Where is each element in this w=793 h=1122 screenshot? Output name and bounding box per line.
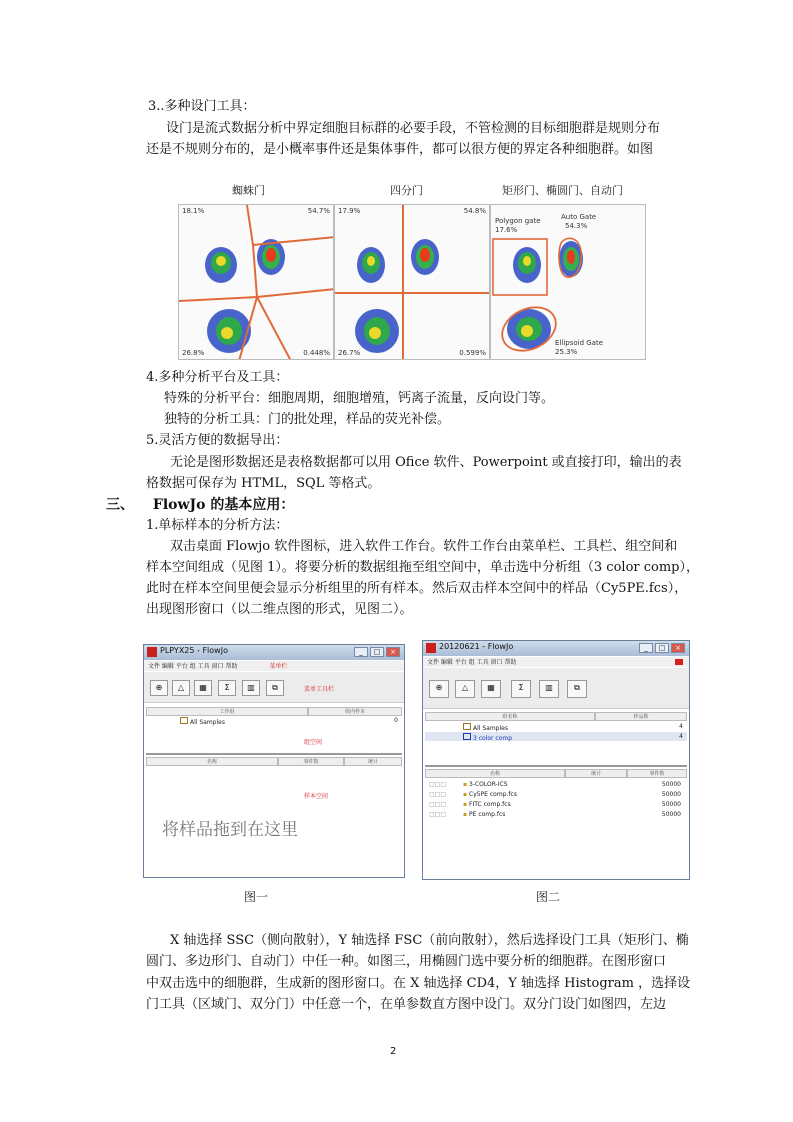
menu-bar-annotation: 菜单栏	[269, 663, 288, 670]
window-title-1: PLPYX25 - FlowJo	[160, 646, 228, 655]
group-row[interactable]	[463, 723, 508, 732]
sample-name: 3-COLOR-ICS	[469, 781, 508, 788]
sample-events: 50000	[661, 781, 681, 788]
flowjo-app-icon	[426, 643, 436, 653]
titlebar-2	[423, 641, 689, 656]
ellipsoid-gate-name: Ellipsoid Gate	[555, 339, 604, 347]
cell-cluster-lower-left	[207, 309, 251, 353]
group-row-all-samples[interactable]	[180, 717, 225, 726]
section3-para-line1: 设门是流式数据分析中界定细胞目标群的必要手段，不管检测的目标细胞群是规则分布	[166, 121, 661, 136]
spider-gate-plot	[178, 204, 334, 360]
file-icon: ▪	[463, 791, 468, 798]
copy-icon[interactable]: ⧉	[266, 680, 284, 696]
section5-line2: 格数据可保存为 HTML，SQL 等格式。	[146, 476, 381, 491]
sample-row[interactable]	[463, 791, 517, 798]
cell-cluster-upper-right	[411, 239, 439, 275]
polygon-gate-name: Polygon gate	[495, 217, 541, 225]
group-row-count: 4	[679, 733, 683, 740]
copy-icon[interactable]: ⧉	[567, 680, 587, 698]
chapter3-title: FlowJo 的基本应用：	[152, 497, 295, 513]
gate-caption-quad: 四分门	[390, 184, 423, 197]
table-editor-icon[interactable]: ▥	[242, 680, 260, 696]
sample-row[interactable]	[463, 801, 511, 808]
sample-checkboxes[interactable]: □□□	[429, 781, 447, 788]
menu-bar-2[interactable]	[423, 657, 689, 667]
gate-caption-spider: 蜘蛛门	[232, 184, 265, 197]
sample-header-name[interactable]: 名称	[425, 769, 565, 778]
polygon-gate-pct: 17.6%	[495, 226, 518, 234]
toolbar-2	[423, 668, 689, 709]
spider-bl-pct: 26.8%	[182, 349, 205, 357]
spider-gate-graphic	[179, 205, 334, 360]
compensation-icon[interactable]: △	[455, 680, 475, 698]
bottom-para-line3: 中双击选中的细胞群，生成新的图形窗口。在 X 轴选择 CD4，Y 轴选择 Histogram ，选择设	[146, 976, 691, 991]
group-header-name[interactable]: 工作组	[146, 707, 308, 716]
group-row-label: 3 color comp	[473, 735, 513, 742]
sample-checkboxes[interactable]: □□□	[429, 801, 447, 808]
quadrant-gate-plot	[334, 204, 490, 360]
group-header-count[interactable]: 组内样本	[308, 707, 402, 716]
layout-icon[interactable]: ▦	[194, 680, 212, 696]
section3-para-line2: 还是不规则分布的，是小概率事件还是集体事件，都可以很方便的界定各种细胞群。如图	[146, 142, 654, 157]
subsection1-line4: 出现图形窗口（以二维点图的形式，见图二）。	[146, 602, 413, 617]
minimize-button[interactable]: _	[639, 643, 653, 653]
section5-heading: 5.灵活方便的数据导出：	[146, 433, 289, 448]
pane-divider[interactable]	[425, 765, 687, 767]
quad-tl-pct: 17.9%	[338, 207, 361, 215]
quad-tr-pct: 54.8%	[463, 207, 486, 215]
spider-br-pct: 0.448%	[303, 349, 330, 357]
sample-name: FITC comp.fcs	[469, 801, 511, 808]
titlebar-1	[144, 645, 404, 660]
maximize-button[interactable]: □	[370, 647, 384, 657]
ellipsoid-gate-pct: 25.3%	[555, 348, 578, 356]
flowjo-app-icon	[147, 647, 157, 657]
add-keyword-icon[interactable]: ⊕	[429, 680, 449, 698]
group-space-annotation: 组空间	[304, 739, 323, 746]
group-row-count: 4	[679, 723, 683, 730]
section5-line1: 无论是图形数据还是表格数据都可以用 Ofice 软件、Powerpoint 或直接打印，输出的表	[170, 455, 682, 470]
pane-divider[interactable]	[146, 753, 402, 755]
group-row-label: All Samples	[473, 725, 508, 732]
group-header-count[interactable]: 样品数	[595, 712, 687, 721]
figure1-caption: 图一	[244, 890, 269, 904]
cell-cluster-lower-left	[355, 309, 399, 353]
subsection1-line3: 此时在样本空间里便会显示分析组里的所有样本。然后双击样本空间中的样品（Cy5PE.fcs），	[146, 581, 688, 596]
folder-icon	[180, 717, 188, 724]
sample-events: 50000	[661, 811, 681, 818]
flowjo-window-2	[422, 640, 690, 880]
sample-header-stats[interactable]: 统计	[565, 769, 627, 778]
file-icon: ▪	[463, 801, 468, 808]
section4-line1: 特殊的分析平台：细胞周期，细胞增殖，钙离子流量，反向设门等。	[164, 391, 555, 406]
sample-header-events[interactable]: 事件数	[627, 769, 687, 778]
rect-ellipse-auto-gate-plot	[490, 204, 646, 360]
spider-tl-pct: 18.1%	[182, 207, 205, 215]
maximize-button[interactable]: □	[655, 643, 669, 653]
sample-header-name[interactable]: 名称	[146, 757, 278, 766]
bottom-para-line1: X 轴选择 SSC（侧向散射），Y 轴选择 FSC（前向散射），然后选择设门工具（矩形门、椭	[170, 933, 689, 948]
group-row[interactable]	[463, 733, 512, 742]
cell-cluster-upper-left	[205, 247, 237, 283]
statistics-icon[interactable]: Σ	[218, 680, 236, 696]
auto-gate-name: Auto Gate	[561, 213, 597, 221]
bottom-para-line2: 圆门、多边形门、自动门）中任一种。如图三，用椭圆门选中要分析的细胞群。在图形窗口	[146, 954, 667, 969]
menu-bar-1[interactable]	[144, 661, 404, 671]
sample-name: Cy5PE comp.fcs	[469, 791, 517, 798]
subsection1-line2: 样本空间组成（见图 1）。将要分析的数据组拖至组空间中，单击选中分析组（3 color comp），	[146, 560, 700, 575]
group-row-count: 0	[394, 717, 398, 724]
sample-checkboxes[interactable]: □□□	[429, 791, 447, 798]
flowjo-window-1	[143, 644, 405, 878]
quad-bl-pct: 26.7%	[338, 349, 361, 357]
section3-heading: 3..多种设门工具：	[148, 99, 256, 114]
sample-events: 50000	[661, 791, 681, 798]
locale-flag-icon	[675, 659, 683, 665]
sample-checkboxes[interactable]: □□□	[429, 811, 447, 818]
gate-caption-rect-ellipse-auto: 矩形门、椭圆门、自动门	[502, 184, 623, 197]
folder-icon	[463, 723, 471, 730]
sample-name: PE comp.fcs	[469, 811, 506, 818]
minimize-button[interactable]: _	[354, 647, 368, 657]
subsection1-heading: 1.单标样本的分析方法：	[146, 518, 289, 533]
folder-icon	[463, 733, 471, 740]
close-button[interactable]: ×	[386, 647, 400, 657]
page-number: 2	[390, 1046, 397, 1057]
close-button[interactable]: ×	[671, 643, 685, 653]
chapter3-number: 三、	[106, 497, 134, 513]
section4-line2: 独特的分析工具：门的批处理，样品的荧光补偿。	[164, 412, 451, 427]
group-header-name[interactable]: 组名称	[425, 712, 595, 721]
cell-cluster-upper-left	[513, 247, 541, 283]
file-icon: ▪	[463, 781, 468, 788]
quad-br-pct: 0.599%	[459, 349, 486, 357]
bottom-para-line4: 门工具（区域门、双分门）中任意一个，在单参数直方图中设门。双分门设门如图四，左边	[146, 997, 667, 1012]
cell-cluster-upper-left	[357, 247, 385, 283]
menu-items[interactable]: 文件 编辑 平台 组 工具 窗口 帮助	[148, 663, 238, 670]
sample-header-stats[interactable]: 统计	[344, 757, 402, 766]
figure2-caption: 图二	[536, 890, 561, 904]
group-row-label: All Samples	[190, 719, 225, 726]
sample-row[interactable]	[463, 781, 508, 788]
sample-events: 50000	[661, 801, 681, 808]
layout-icon[interactable]: ▦	[481, 680, 501, 698]
file-icon: ▪	[463, 811, 468, 818]
menu-items[interactable]: 文件 编辑 平台 组 工具 窗口 帮助	[427, 659, 517, 666]
sample-row[interactable]	[463, 811, 505, 818]
sample-header-events[interactable]: 事件数	[278, 757, 344, 766]
subsection1-line1: 双击桌面 Flowjo 软件图标，进入软件工作台。软件工作台由菜单栏、工具栏、组空间和	[170, 539, 678, 554]
auto-gate-pct: 54.3%	[565, 222, 588, 230]
add-keyword-icon[interactable]: ⊕	[150, 680, 168, 696]
spider-tr-pct: 54.7%	[307, 207, 330, 215]
chapter3-heading	[106, 494, 294, 516]
statistics-icon[interactable]: Σ	[511, 680, 531, 698]
quadrant-gate-graphic	[335, 205, 490, 360]
toolbar-annotation: 菜单工具栏	[304, 686, 335, 693]
sample-space-annotation: 样本空间	[304, 793, 329, 800]
table-editor-icon[interactable]: ▥	[539, 680, 559, 698]
drag-samples-hint: 将样品拖到在这里	[162, 820, 298, 840]
section4-heading: 4.多种分析平台及工具：	[146, 370, 289, 385]
window-title-2: 20120621 - FlowJo	[439, 642, 514, 651]
toolbar-1	[144, 672, 404, 703]
compensation-icon[interactable]: △	[172, 680, 190, 696]
